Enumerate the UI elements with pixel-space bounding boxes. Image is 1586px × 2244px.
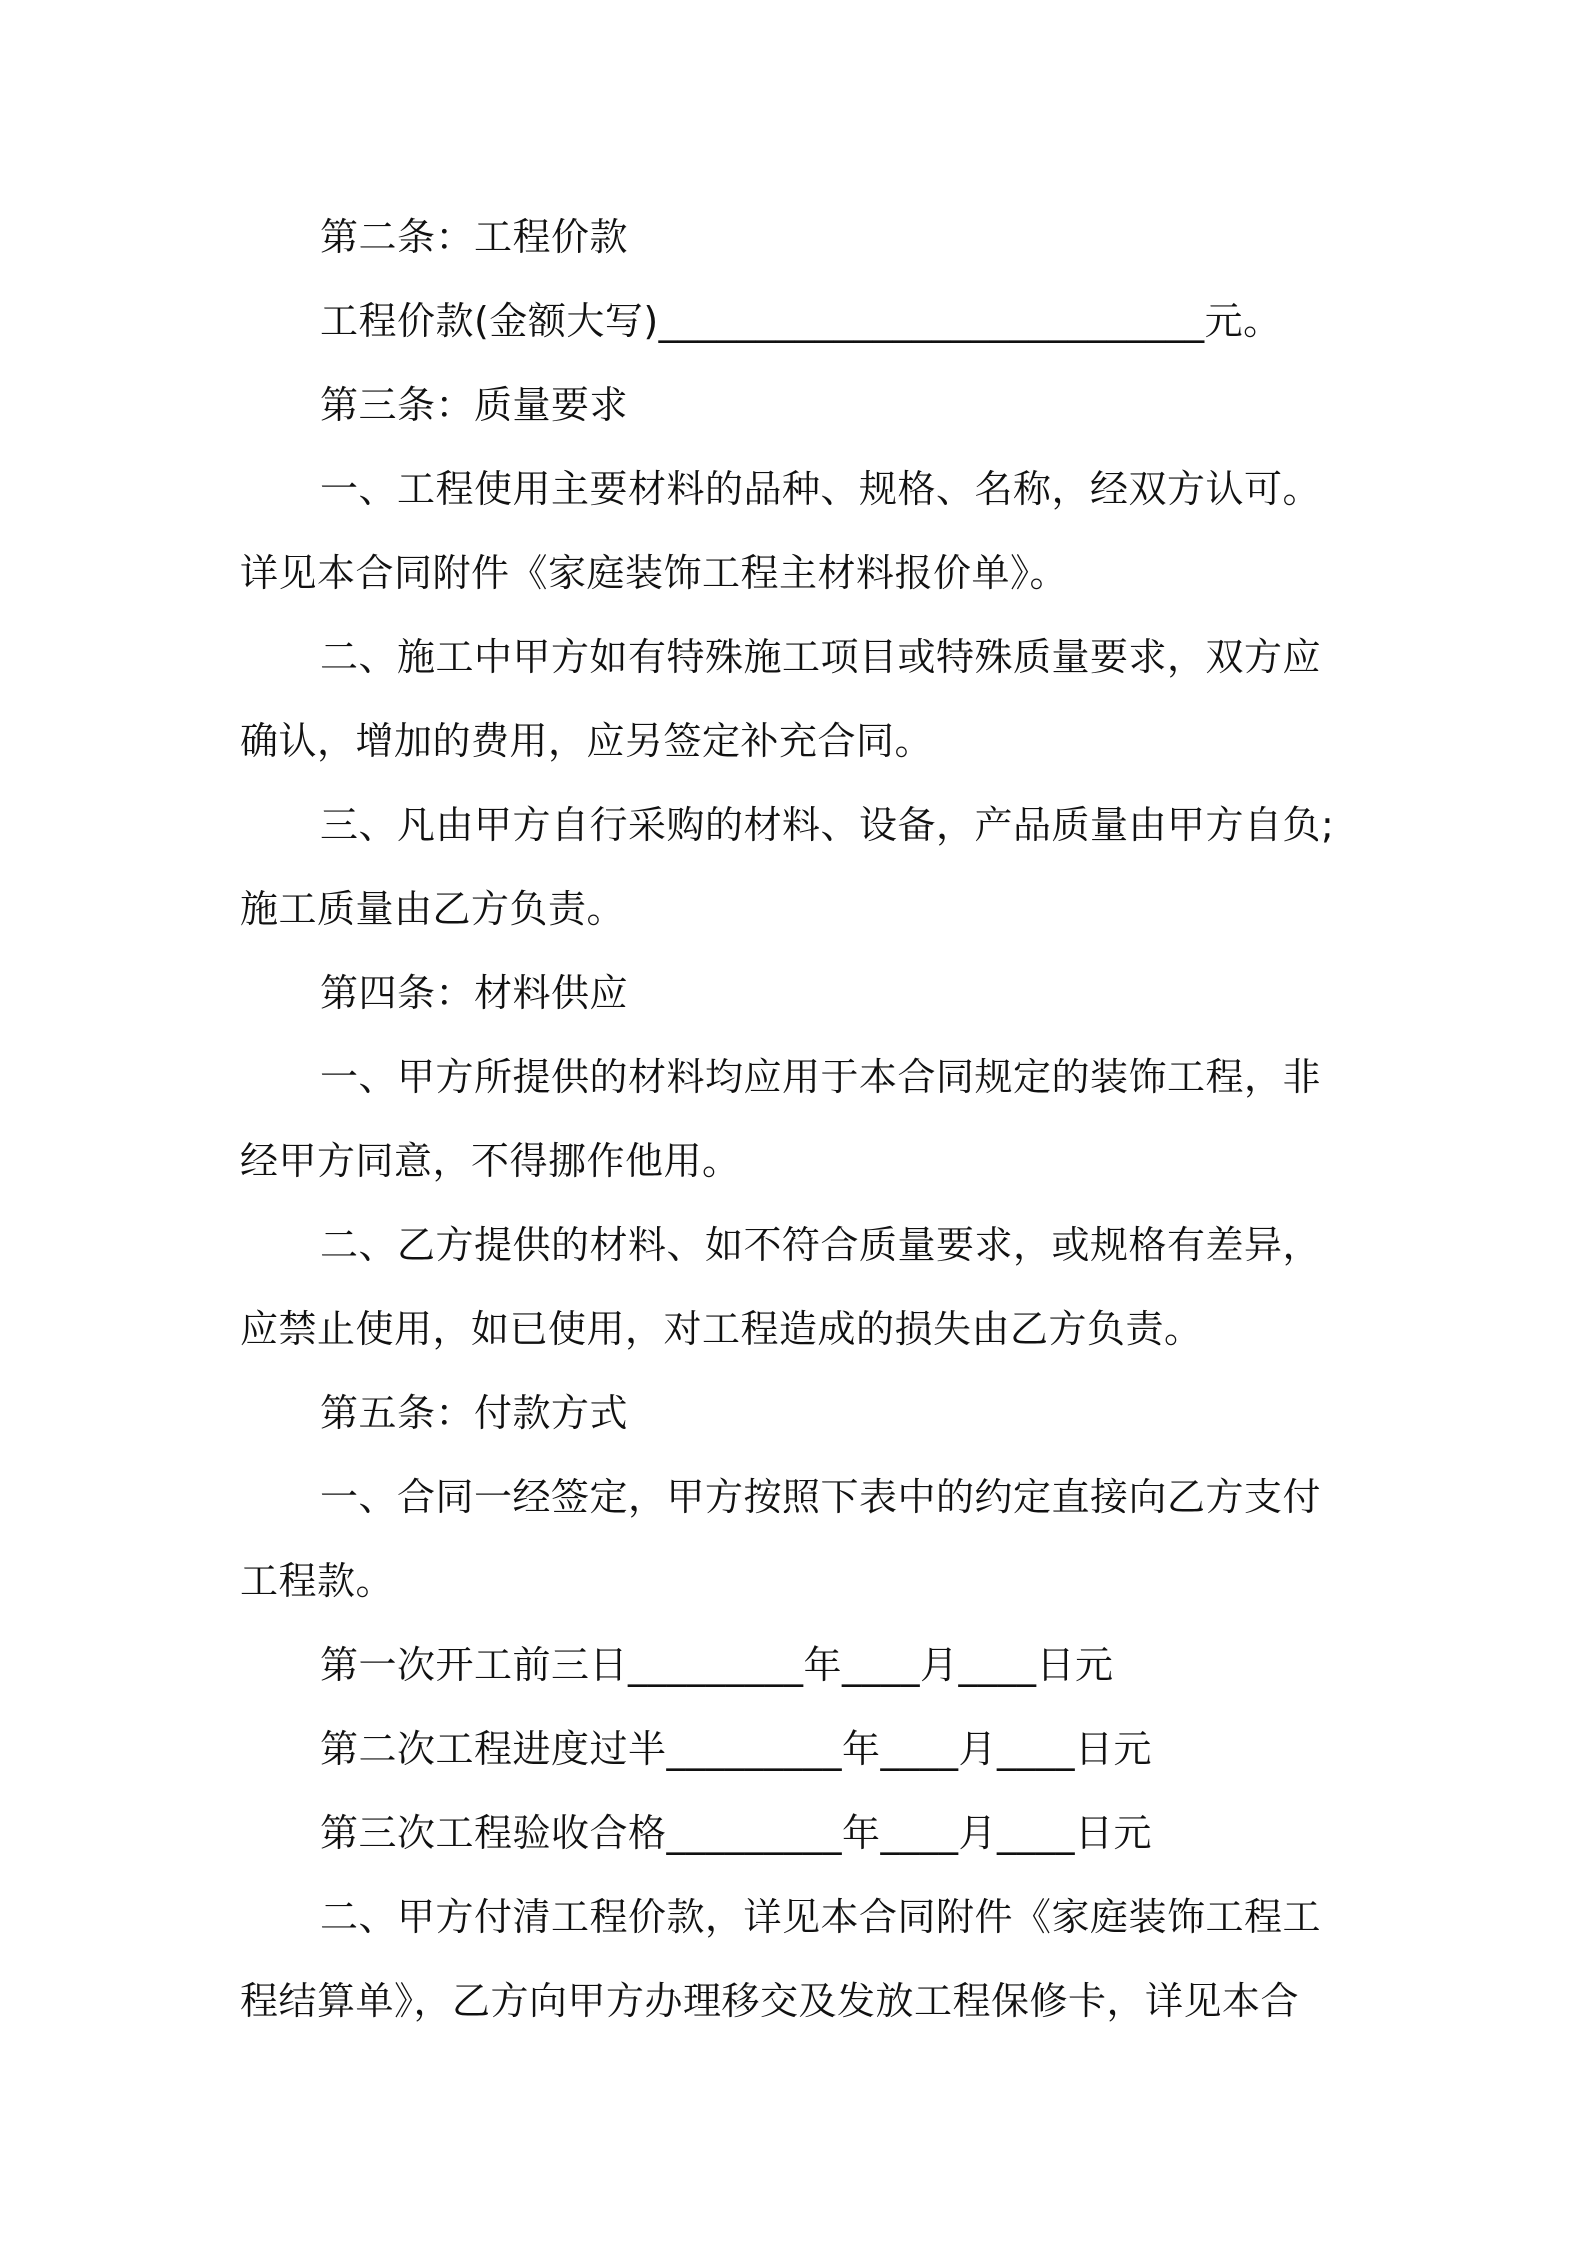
paragraph-line: 一、甲方所提供的材料均应用于本合同规定的装饰工程，非 — [320, 1055, 1322, 1099]
paragraph-line: 二、施工中甲方如有特殊施工项目或特殊质量要求，双方应 — [320, 635, 1322, 679]
project-price-field: 工程价款(金额大写)____________________________元。 — [320, 299, 1282, 343]
clause-2-heading: 第二条：工程价款 — [320, 215, 629, 259]
paragraph-line: 确认，增加的费用，应另签定补充合同。 — [240, 719, 934, 763]
paragraph-line: 详见本合同附件《家庭装饰工程主材料报价单》。 — [240, 551, 1069, 595]
clause-3-heading: 第三条：质量要求 — [320, 383, 629, 427]
payment-schedule-line-1: 第一次开工前三日_________年____月____日元 — [320, 1643, 1114, 1687]
paragraph-line: 二、甲方付清工程价款，详见本合同附件《家庭装饰工程工 — [320, 1895, 1322, 1939]
paragraph-line: 一、工程使用主要材料的品种、规格、名称，经双方认可。 — [320, 467, 1322, 511]
payment-schedule-line-2: 第二次工程进度过半_________年____月____日元 — [320, 1727, 1153, 1771]
paragraph-line: 施工质量由乙方负责。 — [240, 887, 626, 931]
paragraph-line: 三、凡由甲方自行采购的材料、设备，产品质量由甲方自负; — [320, 803, 1335, 847]
paragraph-line: 经甲方同意，不得挪作他用。 — [240, 1139, 741, 1183]
clause-5-heading: 第五条：付款方式 — [320, 1391, 629, 1435]
document-body — [240, 195, 1350, 2043]
paragraph-line: 二、乙方提供的材料、如不符合质量要求，或规格有差异， — [320, 1223, 1322, 1267]
paragraph-line: 工程款。 — [240, 1559, 395, 1603]
clause-4-heading: 第四条：材料供应 — [320, 971, 629, 1015]
payment-schedule-line-3: 第三次工程验收合格_________年____月____日元 — [320, 1811, 1153, 1855]
paragraph-line: 一、合同一经签定，甲方按照下表中的约定直接向乙方支付 — [320, 1475, 1322, 1519]
paragraph-line: 应禁止使用，如已使用，对工程造成的损失由乙方负责。 — [240, 1307, 1203, 1351]
paragraph-line: 程结算单》，乙方向甲方办理移交及发放工程保修卡，详见本合 — [240, 1979, 1300, 2023]
